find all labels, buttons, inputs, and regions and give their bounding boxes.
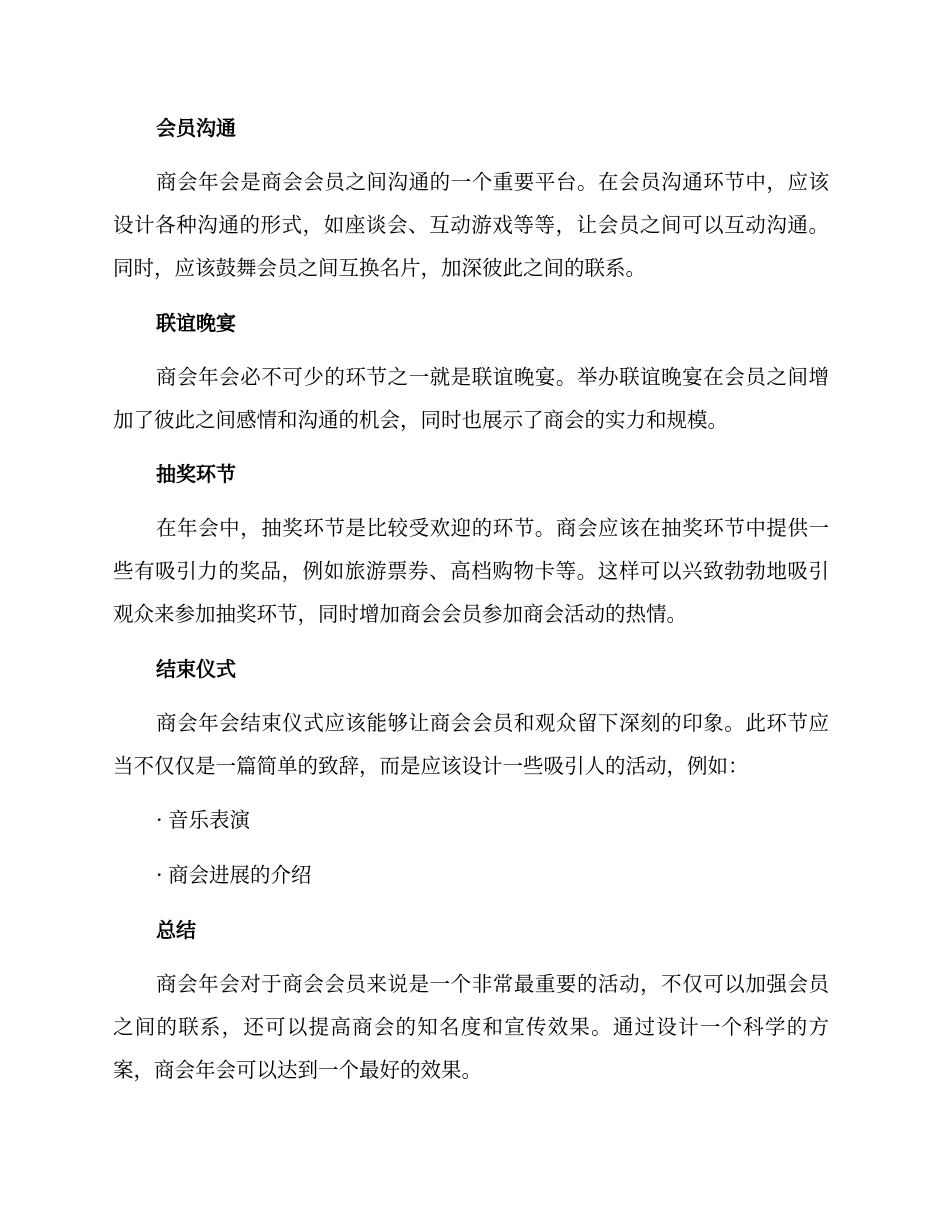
list-item-label: 音乐表演 [168, 808, 250, 832]
section-heading-summary: 总结 [156, 918, 196, 942]
section-paragraph-summary: 商会年会对于商会会员来说是一个非常最重要的活动，不仅可以加强会员之间的联系，还可以提高商会的知名度和宣传效果。通过设计一个科学的方案，商会年会可以达到一个最好的效果。 [113, 972, 829, 1082]
list-item [156, 861, 312, 889]
bullet-icon: · [156, 808, 163, 832]
section-heading-member-communication: 会员沟通 [156, 116, 236, 140]
section-heading-lottery: 抽奖环节 [156, 462, 236, 486]
list-item [156, 806, 250, 834]
list-item-label: 商会进展的介绍 [168, 863, 312, 887]
section-paragraph-lottery: 在年会中，抽奖环节是比较受欢迎的环节。商会应该在抽奖环节中提供一些有吸引力的奖品，例如旅游票券、高档购物卡等。这样可以兴致勃勃地吸引观众来参加抽奖环节，同时增加商会会员参加商会活动的热情。 [113, 516, 829, 626]
bullet-icon: · [156, 863, 163, 887]
section-paragraph-banquet: 商会年会必不可少的环节之一就是联谊晚宴。举办联谊晚宴在会员之间增加了彼此之间感情和沟通的机会，同时也展示了商会的实力和规模。 [113, 365, 829, 432]
section-paragraph-member-communication: 商会年会是商会会员之间沟通的一个重要平台。在会员沟通环节中，应该设计各种沟通的形式，如座谈会、互动游戏等等，让会员之间可以互动沟通。同时，应该鼓舞会员之间互换名片，加深彼此之间的联系。 [113, 170, 829, 280]
section-heading-banquet: 联谊晚宴 [156, 311, 236, 335]
section-paragraph-closing-ceremony: 商会年会结束仪式应该能够让商会会员和观众留下深刻的印象。此环节应当不仅仅是一篇简单的致辞，而是应该设计一些吸引人的活动，例如： [113, 711, 829, 778]
section-heading-closing-ceremony: 结束仪式 [156, 657, 236, 681]
